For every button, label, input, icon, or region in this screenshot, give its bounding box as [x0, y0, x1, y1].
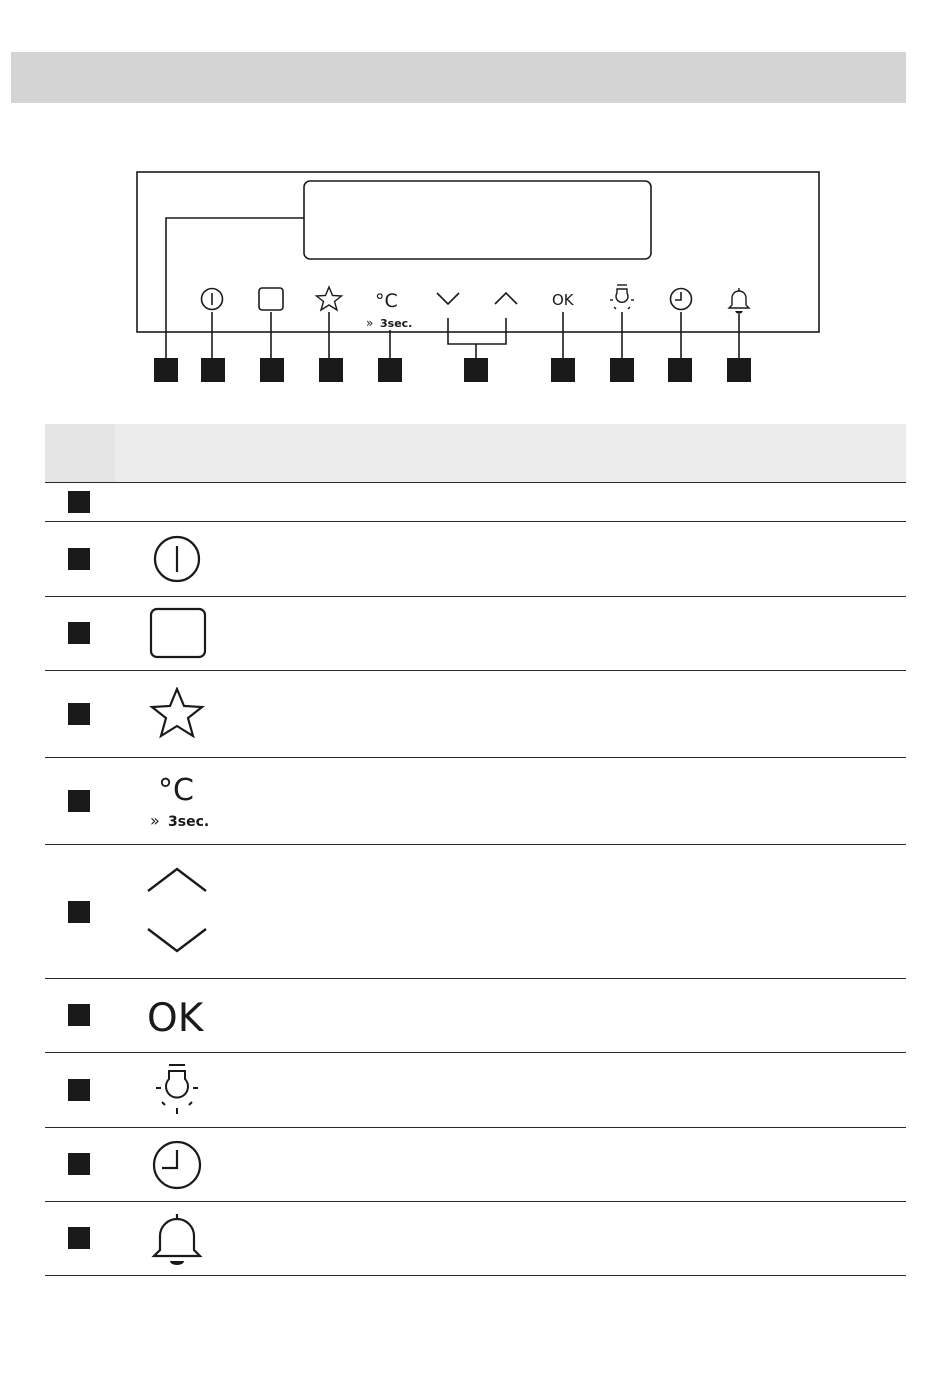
table-row	[45, 483, 906, 522]
callout-marker	[610, 358, 634, 382]
callout-marker	[378, 358, 402, 382]
table-header	[45, 424, 906, 482]
arrow-up-down-icon	[140, 865, 210, 959]
row-marker	[68, 901, 90, 923]
square-icon[interactable]	[259, 288, 283, 310]
display-window	[304, 181, 651, 259]
lamp-icon	[140, 1061, 210, 1123]
power-icon	[140, 534, 210, 586]
callout-marker	[668, 358, 692, 382]
power-icon[interactable]	[202, 289, 223, 310]
svg-text:»: »	[150, 811, 160, 830]
row-marker	[68, 703, 90, 725]
table-row	[45, 597, 906, 671]
fast-forward-icon: »	[366, 316, 374, 330]
row-marker	[68, 1153, 90, 1175]
star-icon[interactable]	[317, 287, 342, 310]
arrow-down-icon[interactable]	[437, 293, 459, 304]
table-row	[45, 522, 906, 597]
table-row	[45, 671, 906, 758]
table-row	[45, 1128, 906, 1202]
row-marker	[68, 1004, 90, 1026]
row-marker	[68, 548, 90, 570]
table-row	[45, 1202, 906, 1276]
svg-text:°C: °C	[158, 773, 194, 808]
row-marker	[68, 1079, 90, 1101]
callout-marker	[464, 358, 488, 382]
celsius-icon	[140, 770, 220, 832]
legend-table	[45, 424, 906, 1276]
lamp-icon[interactable]	[610, 285, 634, 309]
callout-marker	[260, 358, 284, 382]
table-row	[45, 979, 906, 1053]
ok-icon[interactable]: OK	[552, 291, 574, 309]
callout-marker	[727, 358, 751, 382]
clock-icon	[140, 1138, 210, 1192]
star-icon	[140, 687, 210, 739]
square-icon	[140, 607, 210, 661]
svg-text:3sec.: 3sec.	[168, 814, 210, 830]
callout-marker	[319, 358, 343, 382]
bell-icon[interactable]	[729, 288, 749, 313]
callout-marker	[154, 358, 178, 382]
callout-marker	[551, 358, 575, 382]
ok-icon	[140, 991, 220, 1041]
display-leader-line	[166, 218, 304, 358]
celsius-icon[interactable]: °C	[375, 290, 398, 312]
row-marker	[68, 1227, 90, 1249]
panel-frame	[137, 172, 819, 332]
clock-icon[interactable]	[671, 289, 692, 310]
row-marker	[68, 491, 90, 513]
arrow-up-icon[interactable]	[495, 293, 517, 304]
timer-hint: 3sec.	[380, 317, 413, 330]
table-header-number-cell	[45, 424, 115, 482]
table-row	[45, 1053, 906, 1128]
table-row	[45, 845, 906, 979]
table-row	[45, 758, 906, 845]
svg-text:OK: OK	[147, 996, 204, 1041]
row-marker	[68, 790, 90, 812]
row-marker	[68, 622, 90, 644]
control-panel-diagram	[0, 0, 950, 400]
callout-marker	[201, 358, 225, 382]
callout-markers	[154, 358, 751, 382]
bell-icon	[140, 1212, 210, 1268]
